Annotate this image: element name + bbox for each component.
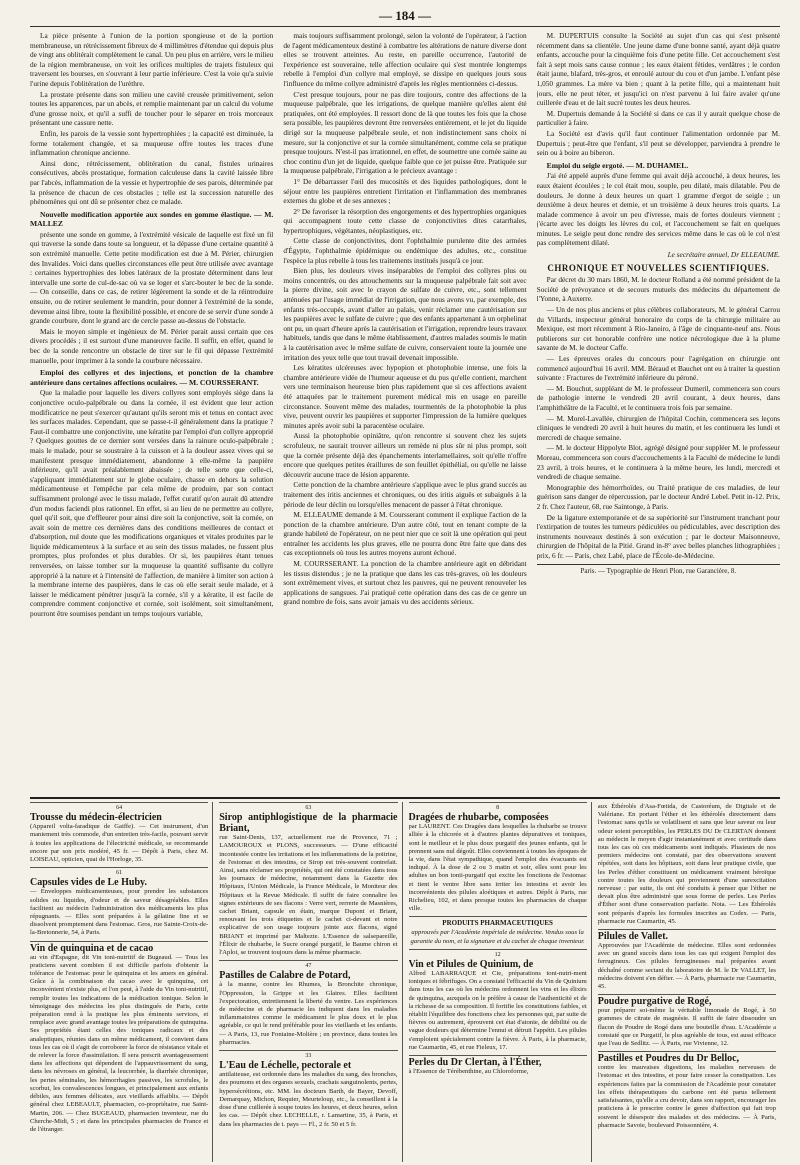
paragraph: — M. Bouchut, suppléant de M. le professeur Dumeril, commencera son cours de pathologie interne le vendredi 20 avril courant, à deux heures, dans l'amphithéâtre de la Faculté, et le continuera trois fois par semaine. — [536, 383, 780, 412]
advertisement — [409, 1055, 587, 1076]
book-notice: Monographie des hémorrhoïdes, ou Traité pratique de ces maladies, de leur guérison sans danger de répercussion, par le docteur André Lebel. Petit in-12. Prix, 2 fr. Chez l'auteur, 68, rue Saintonge, à Paris. — [536, 482, 780, 511]
ad-column-3 — [409, 802, 592, 1162]
paragraph: J'ai été appelé auprès d'une femme qui avait déjà accouché, à deux heures, les eaux étaient écoulées ; le col était mou, souple, peu dilaté, mais dilatable. Peu de douleurs. Je donne à deux heures un quart 1 gramme d'ergot de seigle ; un deuxième à deux heures et demie, et un troisième à deux heures trois quarts. La malade commence à avoir un peu d'ivresse, mais de fortes douleurs viennent ; j'écarte avec les doigts les lèvres du col, et l'accouchement se fait en quelques minutes. Le seigle peut donc rendre des services même dans le cas où le col n'est pas complètement dilaté. — [536, 171, 780, 248]
paragraph: Ainsi donc, rétrécissement, oblitération du canal, fistules urinaires consécutives, abcès prostatique, formation calculeuse dans la cavité laissée libre par l'abcès, inflammation de la vessie et hypertrophie de ses parois, déterminée par la présence de chacun de ces obstacles ; telle est la succession naturelle des phénomènes qui ont dû se présenter chez ce malade. — [30, 158, 274, 207]
ad-text: à l'Essence de Térébenthine, au Chloroforme, — [408, 1068, 529, 1076]
paragraph: C'est presque toujours, pour ne pas dire toujours, contre des affections de la muqueuse palpébrale, que les irrigations, de quelque manière qu'elles aient été pratiquées, ont été employées. Il ressort donc de là que toutes les fois que la chose sera possible, les paupières devront être renversées entièrement, et le jet du liquide dirigé sur la muqueuse palpébrale seule, et non indistinctement sans choix ni mesure, sur la conjonctive et sur la cornée simultanément, comme cela se pratique presque toujours. N'est-il pas irrationnel, en effet, de soumettre une cornée saine au choc continu d'un jet de liquide, quelque faible que ce jet puisse être. Pratiquée sur la muqueuse palpébrale, l'irrigation a le précieux avantage : — [283, 89, 527, 176]
ad-text: contre les mauvaises digestions, les maladies nerveuses de l'estomac et des intestins, et pour faire cesser la constipation. Les expériences faites par la commission de l'Académie pour constater les effets thérapeutiques du carbone ont été parus tellement satisfaisantes, qu'elle a cru devoir, dans son rapport, encourager les praticiens à le prescrire contre le genre d'affection qui fait trop souvent le désespoir des malades et des médecins. — À Paris, pharmacie Savoie, boulevard Poissonnière, 4. — [597, 1064, 776, 1129]
paragraph: Cette ponction de la chambre antérieure s'applique avec le plus grand succès au traitement des iritis anciennes et chroniques, ou des iritis aiguës et subaiguës à la période de leur déclin ou lorsqu'elles menacent de passer à l'état chronique. — [283, 480, 527, 509]
paragraph: — Les épreuves orales du concours pour l'agrégation en chirurgie ont commencé aujourd'hui 16 avril. MM. Béraud et Bauchet ont eu à traiter la question suivante : Fractures de l'extrémité inférieure du péroné. — [536, 354, 780, 383]
ad-number: 61 — [116, 870, 123, 877]
advertisement — [30, 802, 208, 864]
ad-text: pour préparer soi-même la véritable limonade de Rogé, à 50 grammes de citrate de magnésie. Il suffit de faire dissoudre un flacon de Poudre de Rogé dans une bouteille d'eau. L'Académie a constaté que ce Purgatif, le plus agréable de tous, est aussi efficace que l'eau de Sedlitz. — À Paris, rue Vivienne, 12. — [597, 1007, 776, 1048]
ad-title: Vin et Pilules de Quinium, de — [408, 959, 534, 971]
ad-title: Trousse du médecin-électricien — [30, 812, 162, 824]
ad-title: Pastilles de Calabre de Potard, — [219, 970, 351, 982]
ad-text: Alfred LABARRAQUE et Cie, préparations toni-nutri-ment toniques et fébrifuges. On a constaté l'efficacité du Vin de Quinium dans tous les cas où les médecins ordonnent les vins et les élixirs de quinquina, auxquels on le préfère à cause de l'authenticité et de la richesse de sa composition. Il fortifie les constitutions faibles, et rétablit l'équilibre des fonctions chez les personnes qui, par suite de fièvres ou autrement, éprouvent cet état d'atonie, de débilité ou de vague douleurs qui détermine l'ennui et détruit l'appétit. Les pilules s'emploient spécialement contre la fièvre. À Paris, à la pharmacie, rue Caumartin, 45, et rue Fieleux, 17. — [408, 970, 587, 1051]
ad-number: 64 — [116, 805, 123, 811]
paragraph: — Un de nos plus anciens et plus célèbres collaborateurs, M. le général Carrou du Villards, inspecteur général honoraire du corps de la chirurgie militaire au Mexique, est mort récemment à Rio-Janeiro, à l'âge de cinquante-neuf ans. Nous publierons sur cet honorable confrère une notice nécrologique due à la plume savante de M. le docteur Caffe. — [536, 305, 780, 353]
paragraph: M. COURSSERANT. La ponction de la chambre antérieure agit en débridant les tissus distendus ; je ne la pratique que dans les cas très-graves, où les douleurs sont extrêmement vives, et surtout chez les pauvres, qui ne peuvent renouveler les applications de sangsues. J'ai pratiqué cette opération dans des cas de ce genre un grand nombre de fois, sans avoir jamais vu des accidents sérieux. — [283, 559, 527, 607]
paragraph: — M. le docteur Hippolyte Blot, agrégé désigné pour suppléer M. le professeur Moreau, commencera son cours d'accouchements à la Faculté de médecine le lundi 23 avril, à trois heures, et le continuera à la même heure, les lundi, mercredi et vendredi de chaque semaine. — [536, 443, 780, 482]
middle-column — [283, 31, 526, 791]
ad-text: par LAURENT. Ces Dragées dans lesquelles la rhubarbe se trouve alliée à la chicorée et à d'autres plantes dépuratives et toniques, sont le meilleur et le plus doux purgatif des jeunes enfants, qui le prennent sans nul dégoût. Elles conviennent à toutes les époques de la vie, dans l'état sympathique, quand l'emploi des évacuants est indiqué. À la dose de 2 ou 3 matin et soir, elles sont pour les adultes un bon tonii-purgatif qui excite les fonctions de l'estomac et tient le ventre libre sans irriter les intestins et avoir les inconvénients des pilules aloétiques et autres. Dépôt à Paris, rue Richelieu, 102, et dans presque toutes les pharmacies de chaque ville. — [408, 823, 587, 913]
advertisement — [598, 929, 776, 991]
ad-title: Pastilles et Poudres du Dr Belloc, — [597, 1053, 740, 1065]
ad-text: (Appareil volta-faradique de Gaiffe). — Cet instrument, d'un maniement très commode, d'un entretien très-facile, pouvant servir à toutes les applications de l'électricité médicale, se recommande encore par son prix modéré, 45 fr. — Dépôt à Paris, chez M. LOISEAU, opticien, quai de l'Horloge, 35. — [30, 823, 209, 864]
advertisement — [219, 960, 397, 1047]
ad-title: Vin de quinquina et de cacao — [30, 942, 154, 954]
ad-title: L'Eau de Léchelle, pectorale et — [219, 1060, 352, 1072]
advertisements — [30, 802, 780, 1162]
article-columns — [30, 31, 780, 791]
ad-title: Dragées de rhubarbe, composées — [408, 812, 549, 824]
ad-title: Sirop antiphlogistique de la pharmacie Briant, — [219, 812, 398, 835]
ad-number: 12 — [494, 951, 501, 958]
advertisement — [409, 802, 587, 913]
advertisement — [598, 1051, 776, 1130]
ad-text: Approuvées par l'Académie de médecine. Elles sont ordonnées avec un grand succès dans tous les cas qui exigent l'emploi des ferrugineux. Ces pilules ferrugineuses mal préparées avant déchaîné comme sectant du laboratoire de M. le Dr VALLET, les médecins doivent s'en défier. — À Paris, pharmacie rue Caumartin, 45. — [597, 942, 776, 991]
ad-title: Poudre purgative de Rogé, — [597, 996, 712, 1008]
journal-page — [30, 8, 780, 1158]
advertisement — [219, 802, 397, 957]
ad-number: 33 — [305, 1053, 312, 1060]
advertisement — [30, 867, 208, 937]
book-notice: De la ligature extemporanée et de sa supériorité sur l'instrument tranchant pour l'extirpation de toutes les tumeurs pédiculées ou pédiculables, avec description des instruments nouveaux destinés à son exécution ; par le docteur Maisonneuve, chirurgien de l'hôpital de la Pitié. Grand in-8° avec belles planches lithographiées ; prix, 6 fr. — Paris, chez Labé, place de l'École-de-Médecine. — [536, 512, 780, 560]
printer-footer: Paris. — Typographie de Henri Plon, rue Garancière, 8. — [537, 564, 780, 577]
paragraph: Bien plus, les douleurs vives inséparables de l'emploi des collyres plus ou moins concentrés, ou des attouchements sur la muqueuse palpébrale fait soit avec la pierre divine, soit avec le crayon de sulfate de cuivre, etc., sont tellement atténuées par l'usage immédiat de l'irrigation, que nous avons vu, par exemple, des enfants très-occupés, avant d'aller au palais, venir réclamer une cautérisation sur les paupières avec le sulfate de cuivre ; que des enfants appartenant à un orphelinat ont pu, un quart d'heure après la cautérisation et l'irrigation, reprendre leurs travaux habituels, tandis que dans le même établissement, d'autres malades soumis le matin à la cautérisation avec le même sulfate de cuivre, conservaient toute la journée une irritation des yeux telle que tout travail devenait impossible. — [283, 266, 527, 362]
ad-column-4 — [598, 802, 780, 1162]
ad-number: 63 — [305, 805, 312, 811]
ad-title: Capsules vides de Le Huby. — [30, 877, 147, 889]
paragraph: Enfin, les parois de la vessie sont hypertrophiées ; la capacité est diminuée, la forme totalement changée, et sa muqueuse offre toutes les traces d'une inflammation chronique ancienne. — [30, 128, 274, 158]
paragraph: 1° De débarrasser l'œil des mucosités et des liquides pathologiques, dont le séjour entre les paupières entretient l'irritation et l'inflammation des membranes externes du globe et de ses annexes ; — [283, 176, 527, 206]
paragraph: Les kératites ulcéreuses avec hypopion et photophobie intense, une fois la chambre antérieure vidée de l'humeur aqueuse et du pus qu'elle contient, marchent vers une terminaison heureuse bien plus rapidement que si ces affections avaient été attaquées par le traitement purement médical mis en usage en pareille circonstance. Souvent même des malades, tourmentés de la photophobie la plus vive, peuvent ouvrir les paupières et supporter l'impression de la lumière quelques minutes après avoir subi la paracentèse oculaire. — [283, 363, 527, 430]
ad-text: rue Saint-Denis, 137, actuellement rue de Provence, 71 ; LAMOUROUX et PLONS, successeurs. — D'une efficacité incontestée contre les irritations et les inflammations de la poitrine, de l'estomac et des intestins, ce Sirop est très-souvent contrefait. Ainsi, sans réclamer ses propriétés, qui ont été constatées dans tous les journaux de médecine, notamment dans la Gazette des Hôpitaux, l'Union Médicale, la France Médicale, le Moniteur des Hôpitaux et la Revue Médicale. Il suffit de faire connaître les signes extérieurs de ses flacons : Verre vert, rerrerie de Masnières, cachet Briant, capsule en étain, marque Dupont et Briant, renouvant les trois étiquettes et le cachet ci-devant et notre explicative de son usage toujours jointe aux flacons, signé BRIANT et imprimé par Maltezte. L'Essence de salsepareille, l'Élixir de rhubarbe, le Sucre orangé purgatif, le Baume chiron et l'Aploi, se trouvent toujours dans la même pharmacie. — [219, 834, 398, 957]
ad-text: — Enveloppes médicamenteuses, pour prendre les substances solides ou liquides, d'odeur et de saveur désagréables. Elles facilitent au médecin l'administration des médicaments les plus répugnants. — Elles sont préparées à la gélatine fine et se dissolvent promptement dans l'estomac. Gros, rue Sainte-Croix-de-la-Bretonnerie, 54, à Paris. — [30, 888, 209, 937]
paragraph: La pièce présente à l'union de la portion spongieuse et de la portion membraneuse, un rétrécissement fibreux de 4 millimètres d'étendue qui depuis plus de vingt ans oblitérait complètement le canal. Un peu plus en arrière, vers le milieu de la région membraneuse, on voit les orifices multiples de trajets fistuleux qui traversent les bourses, en s'ouvrant à leur partie inférieure. C'est la voie qu'a suivie l'urine depuis l'oblitération de l'urèthre. — [30, 31, 274, 88]
ad-column-2 — [219, 802, 402, 1162]
paragraph: M. DUPERTUIS consulte la Société au sujet d'un cas qui s'est présenté récemment dans sa clientèle. Une jeune dame d'une bonne santé, ayant déjà quatre enfants, accouche pour la cinquième fois d'une petite fille. Cet accouchement s'est fait à sept mois sans cause connue ; les eaux étaient fétides, verdâtres ; le cordon était jaune, blafard, très-gros, et enroulé autour du cou et d'un jambe. L'enfant pèse 1,050 grammes. La mère va bien ; quant à la petite fille, qui a maintenant huit jours, elle ne peut téter, et jusqu'ici on n'est parvenu à lui faire avaler qu'une cuillerée d'eau et de lait sucré toutes les deux heures. — [536, 31, 780, 108]
ad-number: 47 — [305, 963, 312, 970]
page-number: — 184 — — [379, 8, 431, 23]
advertisement — [409, 916, 587, 945]
chronique-title: CHRONIQUE ET NOUVELLES SCIENTIFIQUES. — [547, 262, 770, 273]
section-heading: Nouvelle modification apportée aux sondes en gomme élastique. — M. MALLEZ — [30, 209, 274, 229]
ad-title: PRODUITS PHARMACEUTIQUES — [442, 919, 553, 928]
advertisement — [219, 1050, 397, 1129]
advertisement — [30, 941, 208, 1134]
ad-text: aux Éthérolés d'Asa-Fœtida, de Castoréum, de Digitale et de Valériane. En portant l'éther et les éthérolés directement dans l'estomac sans qu'ils se volatilisent et sans que leur saveur ou leur odeur soient perceptibles, les PERLES DU Dr CLERTAN donnent au médecin le moyen d'agir instantanément et avec certitude dans tous les cas où ces médicaments sont indiqués. Plusieurs de nos premiers médecins ont constaté, par des observations souvent répétées, soit dans les hôpitaux, soit dans leur pratique civile, que les Perles d'éther constituent un médicament vraiment héroïque contre toutes les douleurs qui proviennent d'une surexcitation nerveuse : par suite, ils ont été conduits à penser que l'éther ne devait plus être administré que sous forme de perles. Les Perles d'Éther sont d'une conservation parfaite. Nota. — Les Éthérolés sont préparés d'après les formules inscrites au Codex. — Paris, pharmacie rue Caumartin, 45. — [597, 803, 776, 925]
paragraph: Mais le moyen simple et ingénieux de M. Périer parait aussi certain que ces divers procédés ; il est surtout d'une manœuvre facile. Il suffit, en effet, quand le bec de la sonde rencontre un obstacle de tirer sur le fil qui dépasse l'extrémité manuelle, pour imprimer à la sonde la courbure nécessaire. — [30, 326, 274, 365]
paragraph: Cette classe de conjonctivites, dont l'ophthalmie purulente dite des armées d'Égypte, l'ophthalmie épidémique ou endémique des adultes, etc., constitue l'espèce la plus rebelle à tous les traitements institués jusqu'à ce jour. — [283, 236, 527, 265]
ad-number: 8 — [496, 805, 500, 811]
ads-separator — [30, 797, 780, 799]
signature: Le secrétaire annuel, Dr ELLEAUME. — [667, 250, 780, 260]
ad-text: à la manne, contre les Rhumes, la Bronchite chronique, l'Oppression, la Grippe et les Glaires. Elles facilitent l'expectoration, entretiennent la liberté du ventre. Les expériences de médecine et de pharmacie les indiquent dans les maladies inflammatoires comme le médicament le plus doux et le plus agréable, ce qui le rend préférable pour les vieillards et les enfants. — A Paris, 13, rue Fontaine-Molière ; en province, dans toutes les pharmacies. — [219, 981, 398, 1046]
advertisement — [598, 994, 776, 1048]
paragraph: M. ELLEAUME demande à M. Coursserant comment il explique l'action de la ponction de la chambre antérieure. D'un autre côté, tout en tenant compte de la grande habileté de l'opérateur, on ne peut nier que ce soit là une opération qui peut entraîner les accidents les plus graves, elle ne pourra donc être faite que dans des cas exceptionnels où tous les autres moyens auront échoué. — [283, 510, 527, 558]
paragraph: mais toujours suffisamment prolongé, selon la volonté de l'opérateur, à l'action de l'agent médicamenteux destiné à combattre les altérations de nature diverse dont elles se trouvent atteintes. Au reste, en pareille occurrence, l'autorité de l'expérience est souveraine, telle affection oculaire qui s'est montrée longtemps rebelle à l'emploi d'un collyre mal employé, se dissipe en quelques jours sous l'influence du même collyre administré d'après les règles mentionnées ci-dessus. — [283, 31, 527, 88]
paragraph: Aussi la photophobie opiniâtre, qu'on rencontre si souvent chez les sujets scrofuleux, ne saurait trouver ailleurs un remède ni plus sûr ni plus prompt, soit que la cornée présente déjà des épanchements interlamellaires, soit qu'elle n'offre encore que quelques petites éraillures de son feuillet épithélial, ou qu'elle ne laisse découvrir aucune trace de lésion apparente. — [283, 431, 527, 479]
ad-column-1 — [30, 802, 213, 1162]
paragraph: 2° De favoriser la résorption des engorgements et des hypertrophies organiques qui accompagnent toute cette classe de conjonctivites dites catarrhales, hypertrophiques, végétantes, néoplastiques, etc. — [283, 206, 527, 235]
section-heading: Emploi des collyres et des injections, et ponction de la chambre antérieure dans certaines affections oculaires. — M. COURSSERANT. — [30, 368, 274, 387]
paragraph: Que la maladie pour laquelle les divers collyres sont employés siège dans la conjonctive oculo-palpébrale ou dans la cornée, il est évident que leur action modificatrice ne peut s'exercer qu'autant qu'ils seront mis et tenus en contact avec les surfaces malades. Cependant, que se passe-t-il généralement dans la pratique ? Faut-il combattre une conjonctivite, une kératite par l'emploi d'un collyre approprié ? Quelques gouttes de ce dernier sont versées dans la rainure oculo-palpébrale ; mais le malade, pour se soustraire à la cuisson et à la douleur assez vives qui se manifestent presque immédiatement, abandonne à elle-même la paupière inférieure, qu'il avait préalablement abaissée ; de telle sorte que celle-ci, s'appliquant immédiatement sur le globe oculaire, chasse en dehors la solution médicamenteuse et l'empêche par cela même de produire, par son contact suffisamment prolongé avec le tissu malade, l'effet curatif qu'on aurait dû attendre d'un modus faciendi plus rationnel. En effet, si au lieu de ne permettre au collyre, quel qu'il soit, que d'effleurer pour ainsi dire soit la conjonctive, soit la cornée, on avait soin de mettre ces dernières dans des conditions meilleures de contact et d'absorption, nul doute que les modifications organiques et vitales produites par le liquide médicamenteux à la surface et au sein des tissus malades, ne fussent plus promptes, plus profondes et plus durables. Or si, les paupières étant tenues renversées, on laisse tomber sur la muqueuse la quantité suffisante du collyre approprié à la nature et à l'intensité de l'affection, de manière à limiter son action à la membrane interne des paupières, dans le cas où elle serait seule malade, et à laisser le médicament pénétrer jusqu'à la cornée, s'il y a kératite, il est facile de comprendre comment conjonctive et cornée, soit isolément, soit simultanément, pourront être soumises pendant un temps toujours variable, — [30, 388, 274, 619]
advertisement — [598, 802, 776, 926]
ad-title: Perles du Dr Clertan, à l'Éther, — [408, 1057, 542, 1069]
ad-title: Pilules de Vallet. — [597, 931, 669, 943]
ad-text: au vin d'Espagne, dit Vin toni-nutritif de Bugeaud. — Tous les praticiens savent combien il est difficile parfois d'obtenir la tolérance de l'estomac pour le quinquina et les amers en général. Grâce à la combinaison du cacao avec le quinquina, cet inconvénient n'existe plus, et l'on peut, à l'aide du Vin toni-nutritif, remplir toutes les indications de la médication tonique. Selon le témoignage des médecins les plus distingués de Paris, cette préparation rend à la pratique les plus éminents services, et remplace avec grand avantage toutes les préparations de quinquina. Ses propriétés étant celles des toniques radicaux et des analeptiques, réunies dans un même médicament, il convient dans tous les cas où il s'agit de corroborer la force de résistance vitale et de relever la force d'assimilation. Il sera prescrit avantageusement dans les affections qui dépendent de l'appauvrissement du sang, dans les névroses en général, la leucorrhée, la diarrhée chronique, les pertes séminales, les hémorrhagies passives, les scrofules, le scorbut, les convalescences longues, et principalement aux enfants débiles, aux femmes délicates, aux vieillards affaiblis. — Dépôt général chez LEBEAULT, pharmacien, co-propriétaire, rue Saint-Martin, 206. — Chez BUGEAUD, pharmacien inventeur, rue du Cherche-Midi, 5 ; et dans les principales pharmacies de France et de l'étranger. — [30, 953, 209, 1133]
right-column — [537, 31, 780, 791]
ad-text: antilaiteuse, est ordonnée dans les maladies du sang, des bronches, des poumons et des organes sexuels, crachats sanguinolents, pertes, hypersécrétions, etc. MM. les docteurs Barth, de Bayer, Devoff, Demarquay, Michon, Requier, Meurteloup, etc., la conseillent à la dose d'une cuillerée à soupe toutes les heures, et deux heures, selon les cas. — Dépôt chez LECHELLE, r. Lamartine, 35, à Paris, et dans les pharmacies de t. pays — Fl., 2 fr. 50 et 5 fr. — [219, 1071, 398, 1128]
header-rule — [30, 26, 780, 27]
paragraph: — M. Morel-Lavallée, chirurgien de l'hôpital Cochin, commencera ses leçons cliniques le vendredi 20 avril à huit heures du matin, et les continuera les lundi et mercredi de chaque semaine. — [536, 413, 780, 442]
paragraph: M. Dupertuis demande à la Société si dans ce cas il y aurait quelque chose de particulier à faire. — [536, 108, 780, 128]
left-column — [30, 31, 273, 791]
paragraph: La prostate présente dans son milieu une cavité creusée primitivement, selon toutes les apparences, par un abcès, et remplie maintenant par un calcul du volume d'une grosse noix, et qu'il a suffi de toucher pour le séparer en trois morceaux présentant une cassure nette. — [30, 89, 274, 128]
paragraph: La Société est d'avis qu'il faut continuer l'alimentation ordonnée par M. Dupertuis ; peut-être que l'enfant, s'il peut se développer, parviendra à prendre le sein ou à boire au biberon. — [536, 128, 780, 158]
section-heading: Emploi du seigle ergoté. — M. DUHAMEL. — [546, 160, 689, 170]
paragraph: Par décret du 30 mars 1860, M. le docteur Rolland a été nommé président de la Société de prévoyance et de secours mutuels des médecins du département de l'Yonne, à Auxerre. — [536, 275, 780, 304]
paragraph: présente une sonde en gomme, à l'extrémité vésicale de laquelle est fixé un fil qui traverse la sonde dans toute sa longueur, et la dépasse d'une certaine quantité à son extrémité manuelle. Cette petite modification est due à M. Périer, chirurgien des Invalides. Voici dans quelles circonstances elle peut être utilisée avec avantage : certaines hypertrophies des lobes latéraux de la prostate déterminent dans leur intervalle une sorte de cul-de-sac où va se loger et s'arc-bouter le bec de la sonde. — On conseille, dans ce cas, de retirer légèrement la sonde et de la réintroduire ensuite, ou de retirer seulement le mandrin, pour donner à l'extrémité de la sonde, devenue ainsi libre, toute la flexibilité possible, et encore de se servir d'une sonde à grande courbure, dont le grand arc de cercle passe au-dessus de l'obstacle. — [30, 229, 274, 326]
ad-text: approuvés par l'Académie impériale de médecine. Vendus sous la garantie du nom, et la signature et du cachet de chaque inventeur. — [410, 929, 585, 945]
advertisement — [409, 949, 587, 1052]
